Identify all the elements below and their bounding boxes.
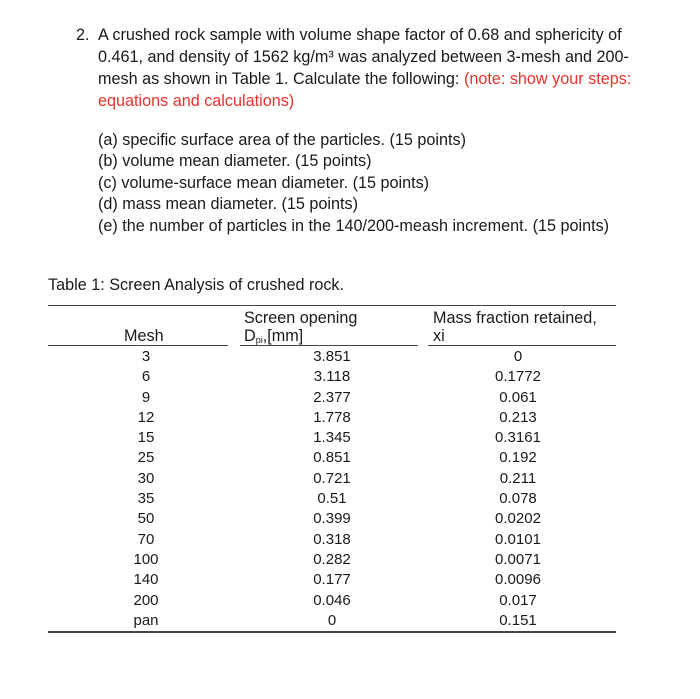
- part-c: (c) volume-surface mean diameter. (15 points): [98, 173, 430, 192]
- mass-fraction-cell: 0: [513, 348, 523, 365]
- question-parts: [98, 130, 609, 237]
- question-line-2: 0.461, and density of 1562 kg/m³ was analyzed between 3-mesh and 200-: [98, 48, 629, 66]
- mass-fraction-cell: 0.3161: [495, 429, 541, 447]
- header-mesh: Mesh: [124, 327, 164, 345]
- header-dpi-subscript: pi: [255, 335, 263, 345]
- mass-fraction-cell: 0.192: [499, 449, 537, 467]
- header-screen-opening: [244, 309, 357, 349]
- mesh-cell: 12: [137, 408, 155, 426]
- mesh-cell: 9: [141, 388, 151, 406]
- question-line-3-text: mesh as shown in Table 1. Calculate the following:: [98, 70, 460, 88]
- screen-opening-cell: 1.778: [313, 408, 351, 426]
- mesh-cell: 15: [137, 429, 155, 447]
- header-mass-fraction: [433, 309, 597, 345]
- part-a: (a) specific surface area of the particles. (15 points): [98, 131, 466, 149]
- screen-opening-cell: 0.177: [313, 571, 351, 589]
- screen-opening-cell: 1.345: [313, 429, 351, 447]
- header-dpi-symbol: D: [244, 327, 256, 345]
- table-row: [48, 428, 616, 448]
- table-bottom-rule: [48, 631, 616, 633]
- table-top-rule: [48, 305, 616, 306]
- table-row: [48, 530, 616, 550]
- table-row: [48, 388, 616, 408]
- table-row: [48, 469, 616, 489]
- mass-fraction-cell: 0.061: [499, 388, 537, 406]
- table-caption: Table 1: Screen Analysis of crushed rock.: [48, 276, 345, 294]
- mass-fraction-cell: 0.0202: [495, 510, 541, 528]
- header-rule-mass: [428, 345, 616, 346]
- table-row: [48, 347, 616, 367]
- mass-fraction-cell: 0.0096: [495, 571, 541, 589]
- mesh-cell: 140: [133, 571, 159, 589]
- screen-opening-cell: 2.377: [313, 388, 351, 406]
- mass-fraction-cell: 0.0071: [495, 550, 541, 568]
- table-row: [48, 448, 616, 468]
- mass-fraction-cell: 0.1772: [495, 368, 541, 386]
- mesh-cell: 100: [133, 550, 159, 568]
- mass-fraction-cell: 0.078: [499, 490, 537, 508]
- table-body: [48, 347, 616, 631]
- question-number: 2.: [76, 26, 90, 44]
- mesh-cell: 30: [137, 469, 155, 487]
- part-d: (d) mass mean diameter. (15 points): [98, 195, 359, 214]
- question-note-2: equations and calculations): [98, 92, 295, 110]
- question-block: [76, 24, 676, 112]
- question-line-1: A crushed rock sample with volume shape factor of 0.68 and sphericity of: [98, 26, 622, 44]
- table-row: [48, 550, 616, 570]
- screen-opening-cell: 0.399: [313, 510, 351, 528]
- table-row: [48, 611, 616, 631]
- table-row: [48, 591, 616, 611]
- mesh-cell: pan: [133, 611, 159, 629]
- header-mass-fraction-title: Mass fraction retained,: [433, 309, 597, 327]
- header-rule-mesh: [48, 345, 228, 346]
- screen-opening-cell: 0.318: [313, 530, 351, 548]
- screen-opening-cell: 0: [327, 611, 337, 629]
- mass-fraction-cell: 0.213: [499, 408, 537, 426]
- table-row: [48, 570, 616, 590]
- header-dpi-unit: ,[mm]: [262, 327, 304, 345]
- mass-fraction-cell: 0.211: [499, 469, 537, 487]
- screen-opening-cell: 0.046: [313, 591, 351, 609]
- table-row: [48, 509, 616, 529]
- mesh-cell: 50: [137, 510, 155, 528]
- screen-opening-cell: 0.721: [313, 469, 351, 487]
- table-row: [48, 489, 616, 509]
- screen-opening-cell: 3.851: [313, 348, 351, 365]
- mesh-cell: 200: [133, 591, 159, 609]
- question-line-3: [98, 68, 676, 90]
- mass-fraction-cell: 0.0101: [495, 530, 541, 548]
- mass-fraction-cell: 0.151: [499, 611, 537, 629]
- part-e: (e) the number of particles in the 140/200-meash increment. (15 points): [98, 216, 610, 235]
- screen-opening-cell: 0.282: [313, 550, 351, 568]
- screen-opening-cell: 0.51: [317, 490, 347, 508]
- question-text: [98, 24, 676, 112]
- header-mass-fraction-symbol: xi: [433, 327, 445, 345]
- mesh-cell: 70: [137, 530, 155, 548]
- mesh-cell: 25: [137, 449, 155, 467]
- mass-fraction-cell: 0.017: [499, 591, 537, 609]
- mesh-cell: 6: [141, 368, 151, 386]
- table-row: [48, 408, 616, 428]
- part-b: (b) volume mean diameter. (15 points): [98, 152, 372, 171]
- question-note-1: (note: show your steps:: [463, 70, 632, 88]
- header-rule-opening: [240, 345, 418, 346]
- screen-opening-cell: 3.118: [313, 368, 351, 386]
- mesh-cell: 3: [141, 348, 151, 365]
- header-screen-opening-title: Screen opening: [244, 309, 358, 327]
- mesh-cell: 35: [137, 490, 155, 508]
- screen-opening-cell: 0.851: [313, 449, 351, 467]
- table-row: [48, 367, 616, 387]
